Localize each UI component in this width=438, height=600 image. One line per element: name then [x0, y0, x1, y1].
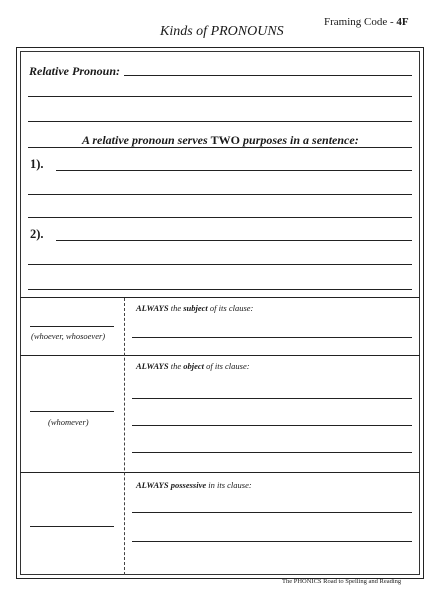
row-object-examples: (whomever) [48, 417, 89, 427]
section-divider [20, 297, 420, 298]
answer-line[interactable] [28, 96, 412, 97]
inner-frame [20, 51, 420, 575]
purpose-heading: A relative pronoun serves TWO purposes in a sentence: [82, 133, 359, 147]
relative-pronoun-label: Relative Pronoun: [29, 64, 121, 78]
answer-line[interactable] [132, 512, 412, 513]
answer-line[interactable] [132, 337, 412, 338]
answer-line[interactable] [132, 398, 412, 399]
example-line[interactable] [30, 526, 114, 527]
column-divider [124, 298, 125, 575]
example-line[interactable] [30, 326, 114, 327]
row-object-rule: ALWAYS the object of its clause: [136, 361, 250, 371]
answer-line[interactable] [56, 170, 412, 171]
answer-line[interactable] [28, 121, 412, 122]
item-1-number: 1). [30, 157, 44, 171]
answer-line[interactable] [28, 217, 412, 218]
answer-line[interactable] [132, 425, 412, 426]
row-subject-examples: (whoever, whosoever) [31, 331, 106, 341]
heading-rule [28, 147, 412, 148]
footer-credit: The PHONICS Road to Spelling and Reading [282, 578, 402, 585]
answer-line[interactable] [28, 264, 412, 265]
framing-code-prefix: Framing Code - [324, 16, 397, 28]
framing-code-value: 4F [396, 16, 409, 28]
section-divider [20, 472, 420, 473]
answer-line[interactable] [132, 541, 412, 542]
framing-code [324, 16, 409, 28]
answer-line[interactable] [28, 194, 412, 195]
answer-line[interactable] [124, 75, 412, 76]
example-line[interactable] [30, 411, 114, 412]
worksheet-title: Kinds of PRONOUNS [160, 24, 284, 39]
row-subject-rule: ALWAYS the subject of its clause: [136, 303, 254, 313]
item-2-number: 2). [30, 227, 44, 241]
answer-line[interactable] [132, 452, 412, 453]
answer-line[interactable] [56, 240, 412, 241]
row-possessive-rule: ALWAYS possessive in its clause: [136, 480, 252, 490]
section-divider [20, 355, 420, 356]
answer-line[interactable] [28, 289, 412, 290]
